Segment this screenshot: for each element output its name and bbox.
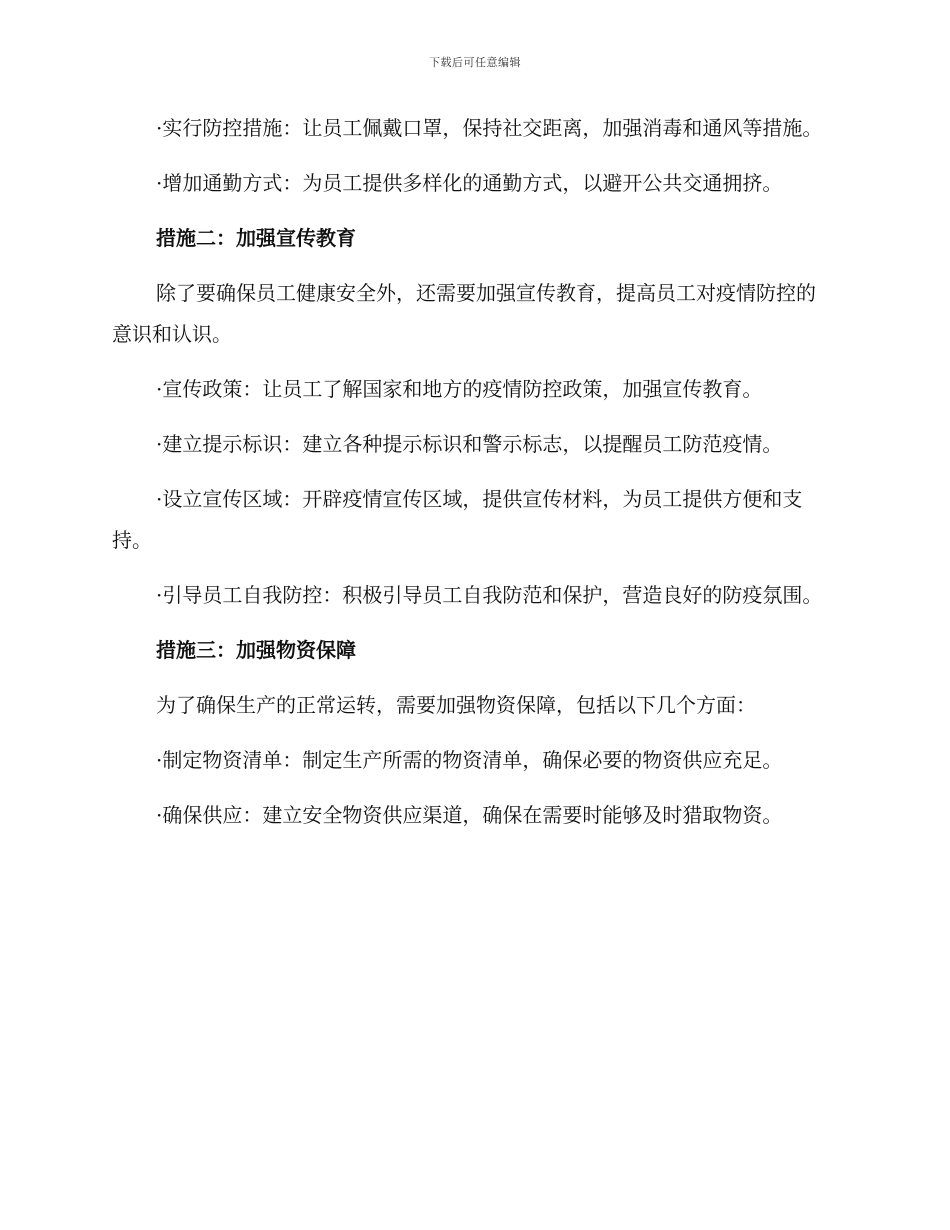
page-header: 下载后可任意编辑 (429, 56, 521, 69)
bullet-warning-signs: ·建立提示标识：建立各种提示标识和警示标志，以提醒员工防范疫情。 (156, 432, 783, 456)
bullet-commute-options: ·增加通勤方式：为员工提供多样化的通勤方式，以避开公共交通拥挤。 (156, 171, 783, 195)
bullet-self-prevention: ·引导员工自我防控：积极引导员工自我防范和保护，营造良好的防疫氛围。 (156, 583, 823, 607)
section-heading-2: 措施二：加强宣传教育 (156, 226, 356, 250)
document-body (112, 108, 834, 850)
bullet-policy-publicity: ·宣传政策：让员工了解国家和地方的疫情防控政策，加强宣传教育。 (156, 377, 763, 401)
bullet-prevention-measures: ·实行防控措施：让员工佩戴口罩，保持社交距离，加强消毒和通风等措施。 (156, 116, 823, 140)
paragraph-supplies-intro: 为了确保生产的正常运转，需要加强物资保障，包括以下几个方面： (156, 693, 756, 717)
bullet-supply-list: ·制定物资清单：制定生产所需的物资清单，确保必要的物资供应充足。 (156, 748, 783, 772)
bullet-ensure-supply: ·确保供应：建立安全物资供应渠道，确保在需要时能够及时猎取物资。 (156, 803, 783, 827)
paragraph-education-intro: 除了要确保员工健康安全外，还需要加强宣传教育，提高员工对疫情防控的意识和认识。 (112, 281, 816, 346)
section-heading-3: 措施三：加强物资保障 (156, 638, 356, 662)
bullet-publicity-area: ·设立宣传区域：开辟疫情宣传区域，提供宣传材料，为员工提供方便和支持。 (112, 487, 803, 552)
